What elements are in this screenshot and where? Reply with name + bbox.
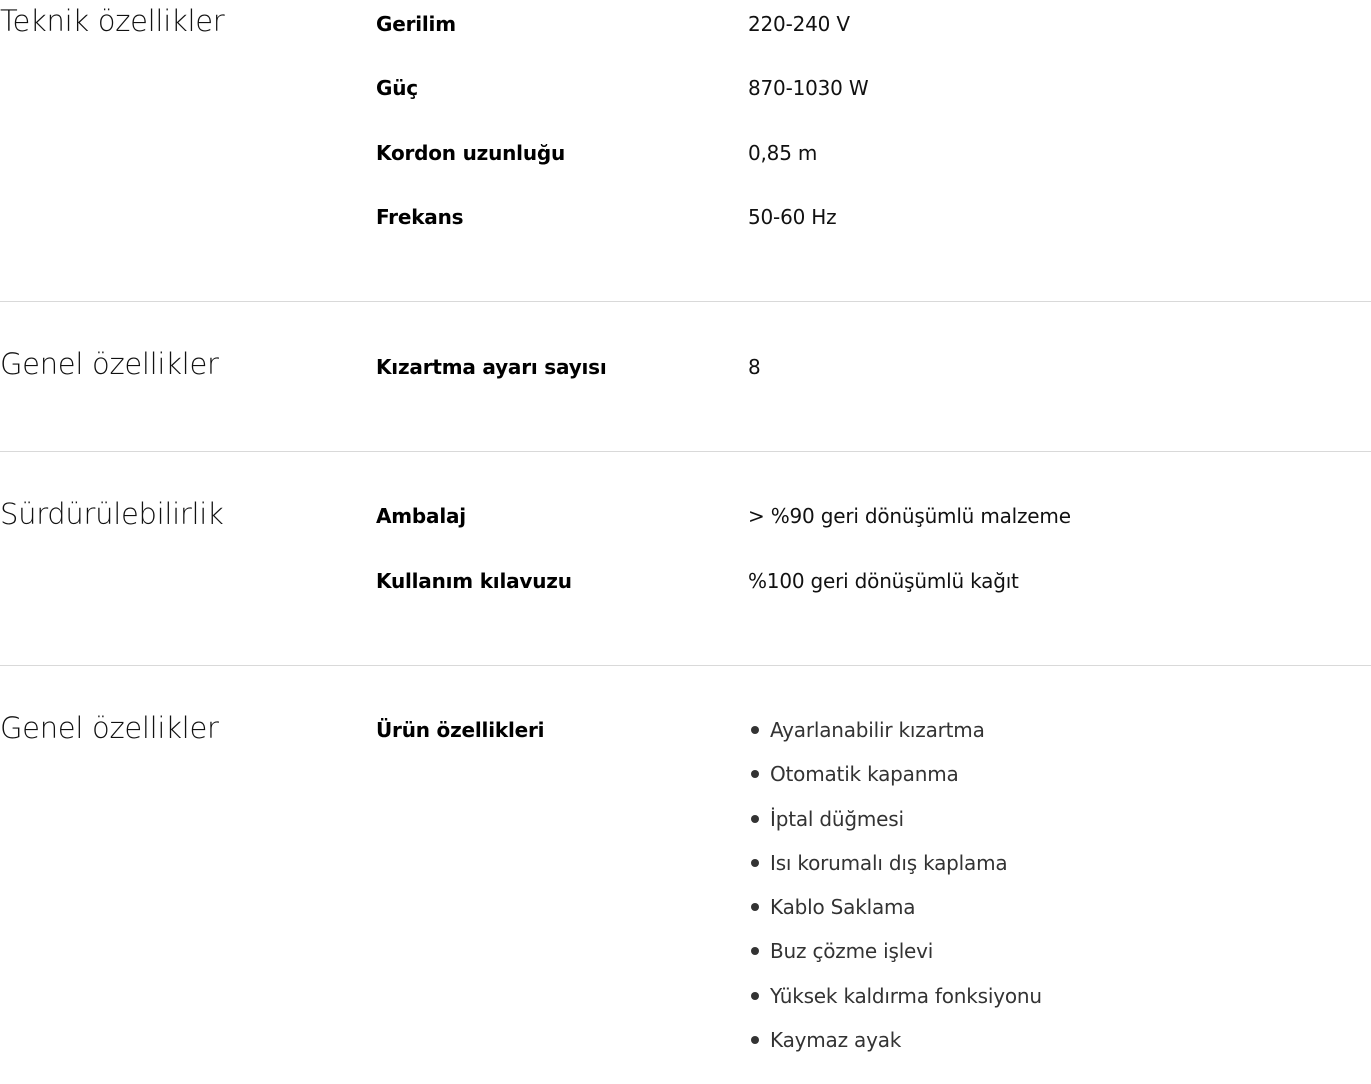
feature-text: Isı korumalı dış kaplama [770,850,1008,875]
section-divider [0,665,1371,666]
spec-label-frequency: Frekans [376,205,464,229]
feature-text: Ayarlanabilir kızartma [770,718,985,742]
spec-value-power: 870-1030 W [748,76,869,100]
bullet-icon [751,770,759,778]
spec-value-browning-settings: 8 [748,355,761,379]
spec-label-cord-length: Kordon uzunluğu [376,141,566,165]
spec-label-browning-settings: Kızartma ayarı sayısı [376,355,607,379]
section-divider [0,451,1371,452]
section-title: Genel özellikler [0,711,219,745]
bullet-icon [751,859,759,867]
spec-value-cord-length: 0,85 m [748,141,818,165]
feature-text: Otomatik kapanma [770,762,959,787]
spec-label-voltage: Gerilim [376,12,456,36]
bullet-icon [751,726,759,734]
spec-value-frequency: 50-60 Hz [748,205,837,229]
section-title: Teknik özellikler [0,4,225,38]
bullet-icon [751,992,759,1000]
section-title: Genel özellikler [0,347,219,381]
bullet-icon [751,815,759,823]
feature-text: Yüksek kaldırma fonksiyonu [770,983,1042,1008]
spec-value-user-manual: %100 geri dönüşümlü kağıt [748,569,1019,593]
bullet-icon [751,903,759,911]
bullet-icon [751,1036,759,1044]
feature-text: İptal düğmesi [770,806,904,831]
spec-label-power: Güç [376,76,418,100]
feature-text: Kaymaz ayak [770,1028,902,1053]
section-title: Sürdürülebilirlik [0,497,224,531]
bullet-icon [751,947,759,955]
spec-value-voltage: 220-240 V [748,12,850,36]
spec-label-packaging: Ambalaj [376,504,466,528]
spec-value-packaging: > %90 geri dönüşümlü malzeme [748,504,1071,528]
spec-label-user-manual: Kullanım kılavuzu [376,569,572,593]
section-divider [0,301,1371,302]
feature-text: Buz çözme işlevi [770,939,934,964]
spec-label-product-features: Ürün özellikleri [376,718,545,742]
feature-text: Kablo Saklama [770,895,916,920]
